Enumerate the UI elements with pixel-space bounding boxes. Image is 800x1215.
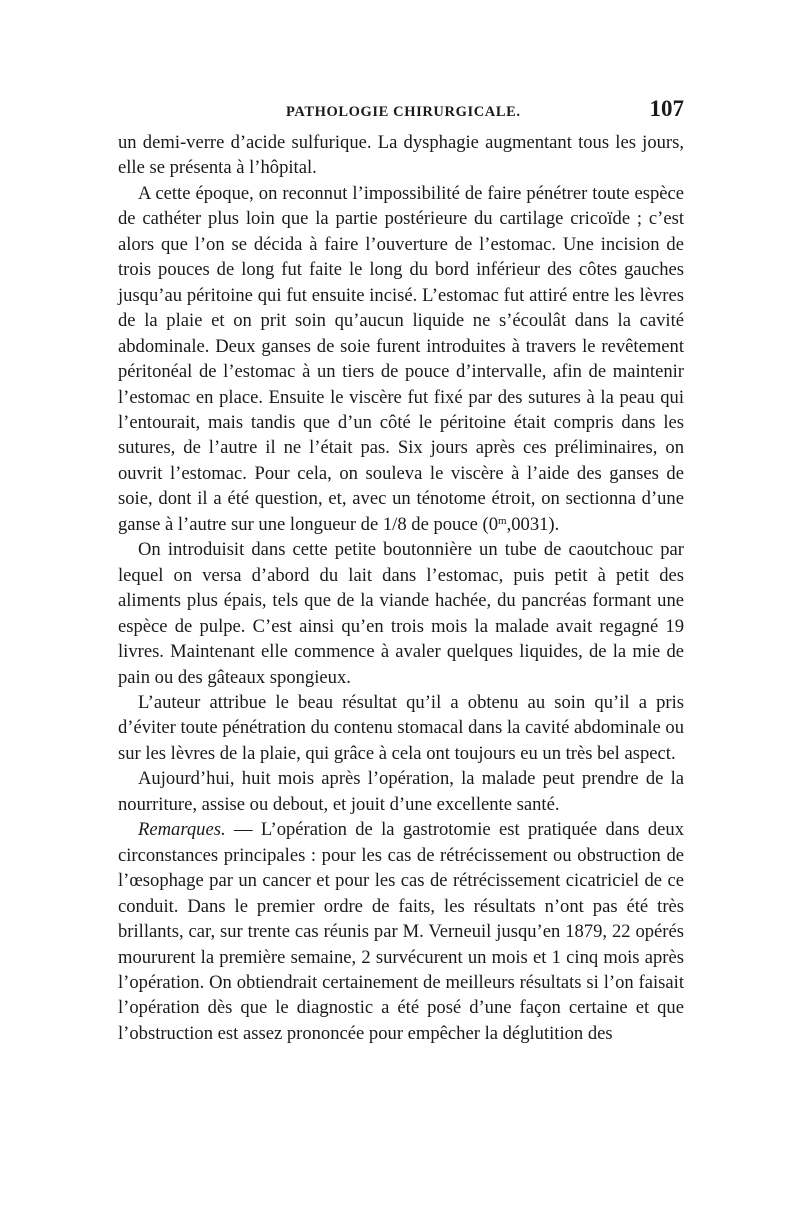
paragraph-continuation: un demi-verre d’acide sulfurique. La dysphagie augmentant tous les jours, elle se présenta à l’hôpital. — [118, 132, 684, 179]
remarks-label: Remarques. — [138, 819, 226, 841]
paragraph-author-attribution: L’auteur attribue le beau résultat qu’il a obtenu au soin qu’il a pris d’éviter toute pénétration du contenu stomacal dans la cavité abdominale ou sur les lèvres de la plaie, qui grâce à cela ont toujours eu un très bel aspect. — [118, 691, 684, 764]
measurement-b: ,0031). — [506, 513, 560, 535]
paragraph-operation-description — [118, 181, 684, 537]
paragraph-remarks — [118, 817, 684, 1046]
paragraph-feeding: On introduisit dans cette petite boutonnière un tube de caoutchouc par lequel on versa d’abord du lait dans l’estomac, puis petit à petit des aliments plus épais, tels que de la viande hachée, du pancréas formant une espèce de pulpe. C’est ainsi qu’en trois mois la malade avait regagné 19 livres. Maintenant elle commence à avaler quelques liquides, de la mie de pain ou des gâteaux spongieux. — [118, 539, 684, 688]
body-text — [118, 130, 684, 1046]
measurement-unit-superscript: m — [498, 514, 507, 527]
running-title: PATHOLOGIE CHIRURGICALE. — [286, 104, 521, 120]
measurement-a: (0 — [482, 513, 499, 535]
page-number: 107 — [649, 96, 684, 121]
page-header — [118, 96, 684, 126]
paragraph-outcome: Aujourd’hui, huit mois après l’opération, la malade peut prendre de la nourriture, assise ou debout, et jouit d’une excellente santé. — [118, 768, 684, 815]
remarks-text: — L’opération de la gastrotomie est pratiquée dans deux circonstances principales : pour les cas de rétrécissement ou obstruction de l’œsophage par un cancer et pour les cas de rétrécissement cicatriciel de ce conduit. Dans le premier ordre de faits, les résultats n’ont pas été très brillants, car, sur trente cas réunis par M. Verneuil jusqu’en 1879, 22 opérés moururent la première semaine, 2 survécurent un mois et 1 cinq mois après l’opération. On obtiendrait certainement de meilleurs résultats si l’on faisait l’opération dès que le diagnostic a été posé d’une façon certaine et que l’obstruction est assez prononcée pour empêcher la déglutition des — [118, 819, 684, 1044]
paragraph-text: A cette époque, on reconnut l’impossibilité de faire pénétrer toute espèce de cathéter plus loin que la partie postérieure du cartilage cricoïde ; c’est alors que l’on se décida à faire l’ouverture de l’estomac. Une incision de trois pouces de long fut faite le long du bord inférieur des côtes gauches jusqu’au péritoine qui fut ensuite incisé. L’estomac fut attiré entre les lèvres de la plaie et on prit soin qu’aucun liquide ne s’écoulât dans la cavité abdominale. Deux ganses de soie furent introduites à travers le revêtement péritonéal de l’estomac à un tiers de pouce d’intervalle, afin de maintenir l’estomac en place. Ensuite le viscère fut fixé par des sutures à la peau qui l’entourait, mais tandis que d’un côté le péritoine était compris dans les sutures, de l’autre il ne l’était pas. Six jours après ces préliminaires, on ouvrit l’estomac. Pour cela, on souleva le viscère à l’aide des ganses de soie, dont il a été question, et, avec un ténotome étroit, on sectionna d’une ganse à l’autre sur une longueur de 1/8 de pouce — [118, 182, 684, 535]
